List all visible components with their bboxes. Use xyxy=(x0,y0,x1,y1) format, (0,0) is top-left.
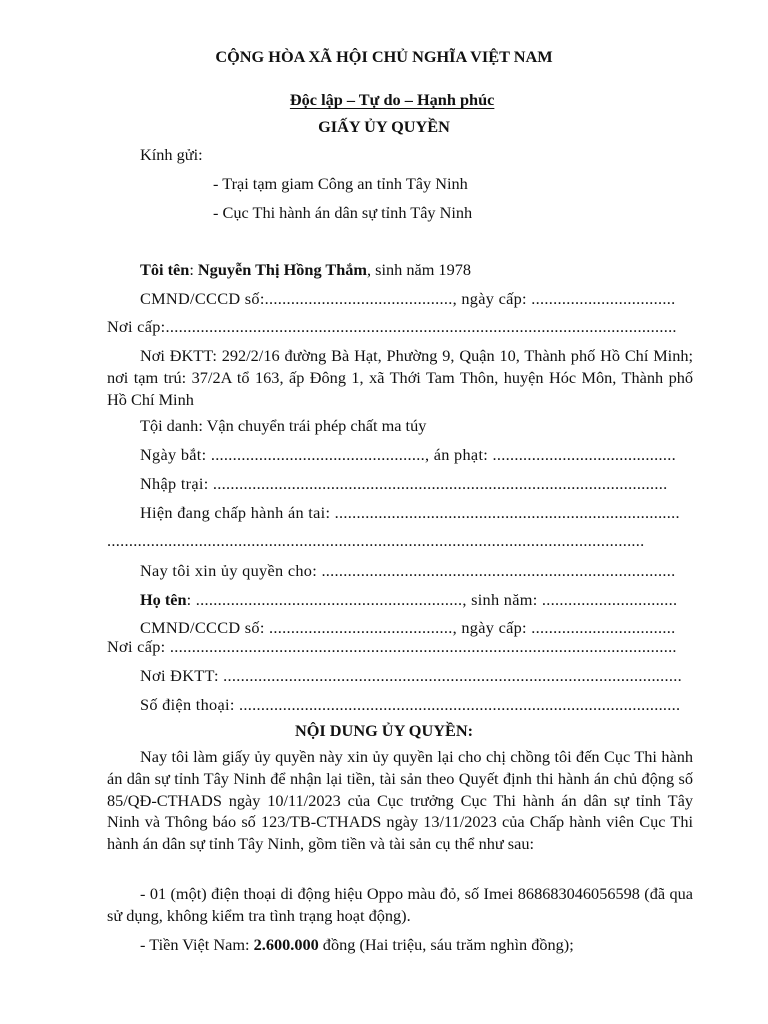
grantor-serving-line: Hiện đang chấp hành án tai: ............................................................................... xyxy=(140,503,680,522)
grantor-serving-cont: ........................................................................................................................... xyxy=(107,531,645,550)
money-amount: 2.600.000 xyxy=(253,935,319,954)
grantor-name-sep: : xyxy=(189,260,198,279)
grantee-intro: Nay tôi xin ủy quyền cho: ................................................................................. xyxy=(140,561,676,580)
content-heading: NỘI DUNG ỦY QUYỀN: xyxy=(294,721,474,740)
grantee-phone: Số điện thoại: ..................................................................................................... xyxy=(140,695,681,714)
grantor-camp-line: Nhập trại: ........................................................................................................ xyxy=(140,474,668,493)
grantee-issue-place: Nơi cấp: .................................................................................................................... xyxy=(107,637,677,656)
grantor-name: Nguyễn Thị Hồng Thắm xyxy=(197,260,367,279)
recipient-item: - Cục Thi hành án dân sự tỉnh Tây Ninh xyxy=(213,203,473,222)
content-item-money xyxy=(140,934,574,956)
grantor-arrest-line: Ngày bắt: ................................................., án phạt: .......................................... xyxy=(140,445,677,464)
grantor-birth: , sinh năm 1978 xyxy=(366,260,471,279)
grantor-id-line: CMND/CCCD số:..........................................., ngày cấp: ................................. xyxy=(140,289,676,308)
content-item-phone: - 01 (một) điện thoại di động hiệu Oppo màu đỏ, số Imei 868683046056598 (đã qua sử dụng, không kiểm tra tình trạng hoạt động). xyxy=(107,884,693,925)
grantor-residence: Nơi ĐKTT: 292/2/16 đường Bà Hạt, Phường 9, Quận 10, Thành phố Hồ Chí Minh; nơi tạm trú: 37/2A tổ 163, ấp Đông 1, xã Thới Tam Thôn, huyện Hóc Môn, Thành phố Hồ Chí Minh xyxy=(107,346,693,409)
grantor-name-label: Tôi tên xyxy=(140,260,190,279)
grantee-residence: Nơi ĐKTT: ......................................................................................................... xyxy=(140,666,683,685)
recipients-label: Kính gửi: xyxy=(140,145,203,164)
grantor-issue-place: Nơi cấp:..................................................................................................................... xyxy=(107,317,677,336)
content-paragraph: Nay tôi làm giấy ủy quyền này xin ủy quyền lại cho chị chồng tôi đến Cục Thi hành án dân sự tỉnh Tây Ninh để nhận lại tiền, tài sản theo Quyết định thi hành án chủ động số 85/QĐ-CTHADS ngày 10/11/2023 của Cục trưởng Cục Thi hành án dân sự tỉnh Tây Ninh và Thông báo số 123/TB-CTHADS ngày 13/11/2023 của Chấp hành viên Cục Thi hành án dân sự tỉnh Tây Ninh, gồm tiền và tài sản cụ thể như sau: xyxy=(107,747,693,854)
grantee-id-line: CMND/CCCD số: .........................................., ngày cấp: ................................. xyxy=(140,618,676,637)
recipient-item: - Trại tạm giam Công an tỉnh Tây Ninh xyxy=(213,174,468,193)
money-prefix: - Tiền Việt Nam: xyxy=(140,935,254,954)
grantee-name-rest: : ............................................................., sinh năm: ............................... xyxy=(186,590,678,609)
nation-header: CỘNG HÒA XÃ HỘI CHỦ NGHĨA VIỆT NAM xyxy=(215,47,553,66)
grantee-name-label: Họ tên xyxy=(140,590,187,609)
grantor-name-line xyxy=(140,259,471,281)
motto-text: Độc lập – Tự do – Hạnh phúc xyxy=(289,90,495,109)
document-title: GIẤY ỦY QUYỀN xyxy=(318,117,450,136)
money-suffix: đồng (Hai triệu, sáu trăm nghìn đồng); xyxy=(318,935,574,954)
grantee-name-line xyxy=(140,589,677,611)
grantor-offense: Tội danh: Vận chuyển trái phép chất ma túy xyxy=(140,416,427,435)
